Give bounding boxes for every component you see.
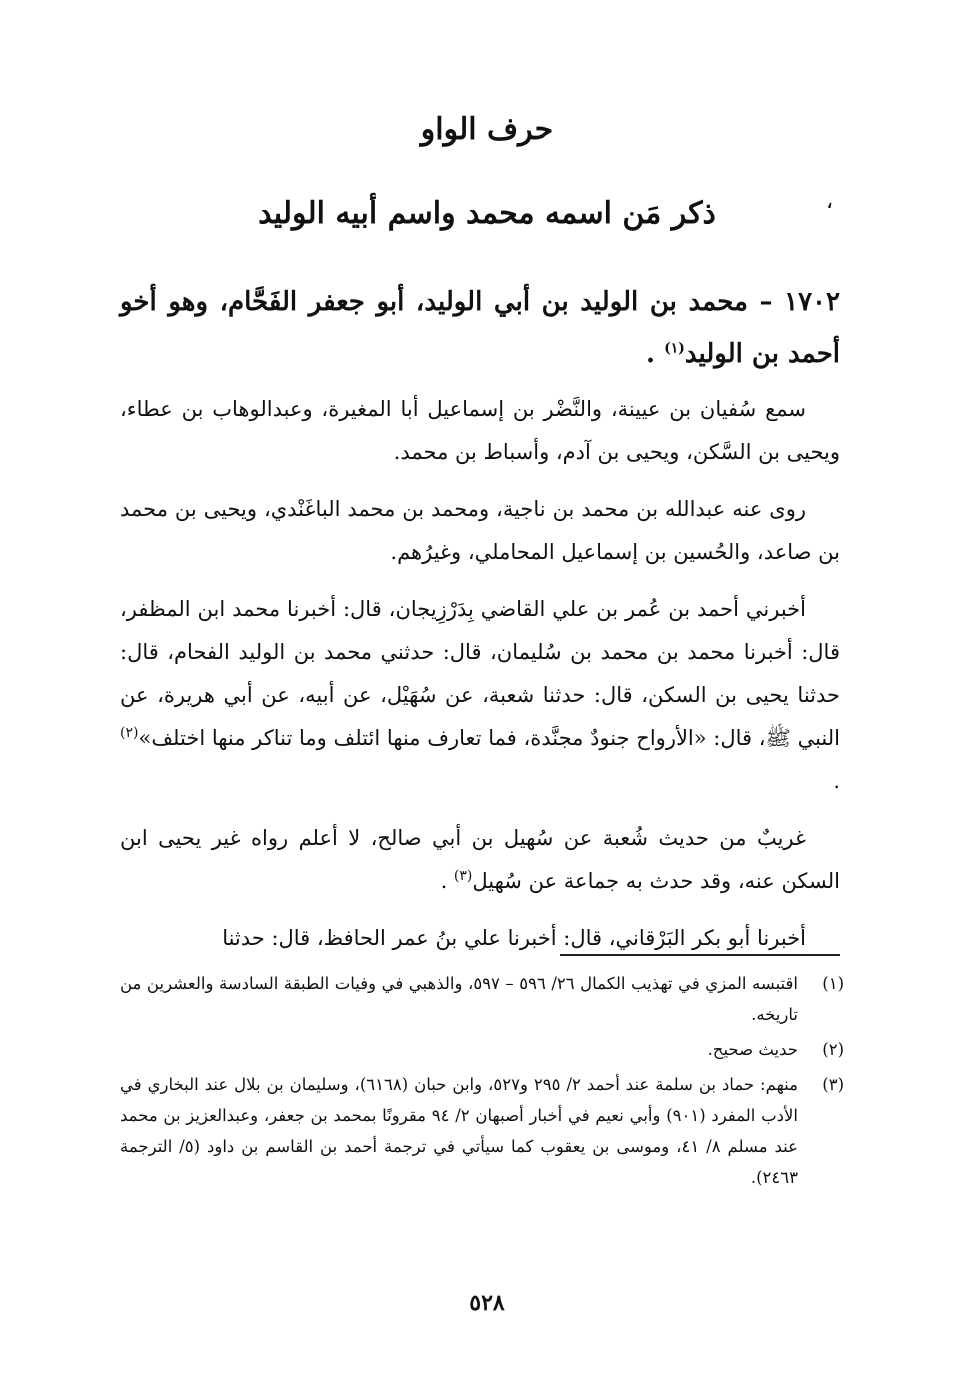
footnote-text: منهم: حماد بن سلمة عند أحمد ٢/ ٢٩٥ و٥٢٧، وابن حبان (٦١٦٨)، وسليمان بن بلال عند البخاري في الأدب المفرد (٩٠١) وأبي نعيم في أخبار أصبهان ٢/ ٩٤ مقرونًا بمحمد بن جعفر، وعبدالعزيز بن محمد عند مسلم ٨/ ٤١، وموسى بن يعقوب كما سيأتي في ترجمة أحمد بن القاسم بن داود (٥/ الترجمة ٢٤٦٣). xyxy=(120,1075,798,1187)
section-title: ذكر مَن اسمه محمد واسم أبيه الوليد xyxy=(258,196,716,231)
paragraph-text: سمع سُفيان بن عيينة، والنَّضْر بن إسماعيل أبا المغيرة، وعبدالوهاب بن عطاء، ويحيى بن السَّكن، ويحيى بن آدم، وأسباط بن محمد. xyxy=(120,397,840,464)
paragraph-tail: . xyxy=(833,769,840,793)
stray-mark: ، xyxy=(826,189,834,214)
footnote-number: (١) xyxy=(822,974,844,993)
entry-heading xyxy=(120,276,840,380)
paragraph-heard-from xyxy=(120,388,840,474)
footnote-ref: (١) xyxy=(664,340,685,357)
footnote-divider xyxy=(560,954,840,956)
footnote-item xyxy=(120,1034,844,1065)
paragraph-text: غريبٌ من حديث شُعبة عن سُهيل بن أبي صالح، لا أعلم رواه غير يحيى ابن السكن عنه، وقد حدث به جماعة عن سُهيل xyxy=(120,826,840,893)
footnote-text: اقتبسه المزي في تهذيب الكمال ٢٦/ ٥٩٦ – ٥٩٧، والذهبي في وفيات الطبقة السادسة والعشرين من تاريخه. xyxy=(120,974,798,1024)
paragraph-text: أخبرني أحمد بن عُمر بن علي القاضي بِدَرْزِيجان، قال: أخبرنا محمد ابن المظفر، قال: أخبرنا محمد بن محمد بن سُليمان، قال: حدثني محمد بن الوليد الفحام، قال: حدثنا يحيى بن السكن، قال: حدثنا شعبة، عن سُهَيْل، عن أبيه، عن أبي هريرة، عن النبي ﷺ، قال: «الأرواح جنودٌ مجنَّدة، فما تعارف منها ائتلف وما تناكر منها اختلف» xyxy=(120,597,840,750)
footnote-item xyxy=(120,968,844,1030)
paragraph-gharib-note xyxy=(120,817,840,903)
entry-heading-end: . xyxy=(646,339,665,369)
paragraph-text: أخبرنا أبو بكر البَرْقاني، قال: أخبرنا علي بنُ عمر الحافظ، قال: حدثنا xyxy=(222,926,806,950)
paragraph-hadith-chain xyxy=(120,588,840,803)
page-number: ٥٢٨ xyxy=(469,1290,505,1316)
paragraph-narrated-by xyxy=(120,488,840,574)
entry-heading-text: محمد بن الوليد بن أبي الوليد، أبو جعفر الفَحَّام، وهو أخو أحمد بن الوليد xyxy=(120,287,840,369)
footnote-number: (٢) xyxy=(822,1040,844,1059)
chapter-title: حرف الواو xyxy=(420,112,554,147)
entry-separator: – xyxy=(759,287,773,317)
footnote-ref: (٣) xyxy=(453,868,473,884)
paragraph-tail: . xyxy=(440,869,454,893)
footnote-ref: (٢) xyxy=(120,725,139,741)
footnotes xyxy=(120,968,844,1197)
footnote-text: حديث صحيح. xyxy=(707,1040,798,1059)
entry-number: ١٧٠٢ xyxy=(784,287,840,317)
footnote-number: (٣) xyxy=(822,1075,844,1094)
footnote-item xyxy=(120,1069,844,1193)
paragraph-text: روى عنه عبدالله بن محمد بن ناجية، ومحمد بن محمد الباغَنْدي، ويحيى بن محمد بن صاعد، والحُسين بن إسماعيل المحاملي، وغيرُهم. xyxy=(120,497,840,564)
main-text xyxy=(120,388,840,974)
